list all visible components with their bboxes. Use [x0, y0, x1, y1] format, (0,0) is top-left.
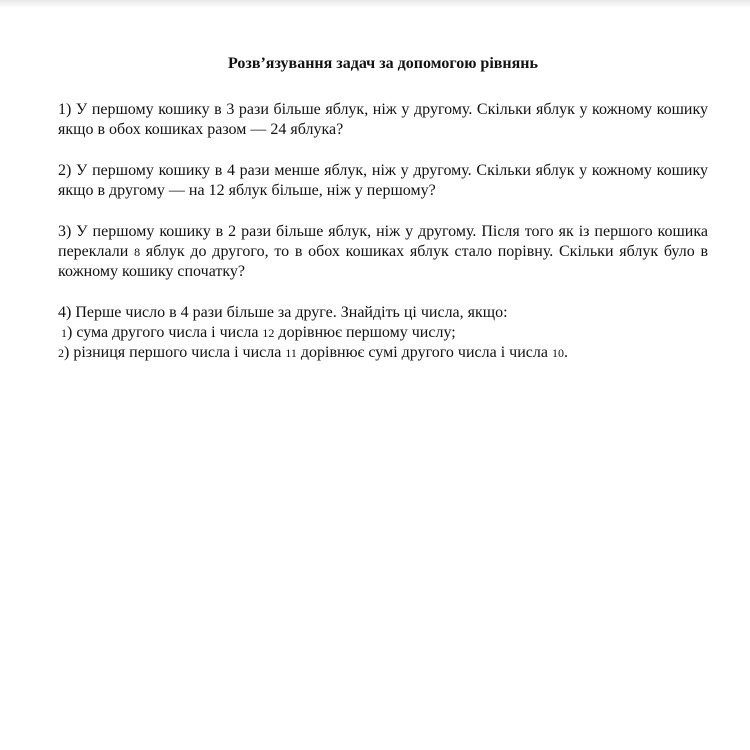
task-3 [58, 222, 708, 282]
task-4-intro: 4) Перше число в 4 рази більше за друге. Знайдіть ці числа, якщо: [58, 304, 508, 321]
task-1: 1) У першому кошику в 3 рази більше яблук, ніж у другому. Скільки яблук у кожному кошику якщо в обох кошиках разом — 24 яблука? [58, 101, 708, 138]
subitem-2-text-a: ) різниця першого числа і числа [64, 344, 286, 361]
task-4-subitem-2 [58, 343, 708, 363]
document-page [58, 54, 708, 363]
task-4-subitem-1 [58, 323, 708, 343]
subitem-2-number-1: 11 [285, 346, 297, 360]
subitem-1-text-b: дорівнює першому числу; [274, 324, 456, 341]
top-shadow [0, 0, 750, 8]
subitem-2-text-c: . [563, 344, 568, 361]
task-3-text-start: 3) У першому кошику в 2 рази більше яблук, ніж у другому. Після того як із першого кошика переклали [58, 223, 708, 260]
subitem-1-marker: 1 [61, 326, 67, 340]
subitem-1-text-a: ) сума другого числа і числа [67, 324, 263, 341]
subitem-2-marker: 2 [58, 346, 64, 360]
task-3-text-end: яблук до другого, то в обох кошиках яблук стало порівну. Скільки яблук було в кожному кошику спочатку? [58, 243, 708, 280]
task-4 [58, 303, 708, 363]
task-3-number: 8 [134, 245, 141, 259]
subitem-2-text-b: дорівнює сумі другого числа і числа [296, 344, 552, 361]
subitem-2-number-2: 10 [551, 346, 564, 360]
task-2: 2) У першому кошику в 4 рази менше яблук, ніж у другому. Скільки яблук у кожному кошику якщо в другому — на 12 яблук більше, ніж у першому? [58, 162, 708, 199]
subitem-1-number: 12 [262, 326, 275, 340]
page-title: Розв’язування задач за допомогою рівнянь [228, 55, 538, 72]
